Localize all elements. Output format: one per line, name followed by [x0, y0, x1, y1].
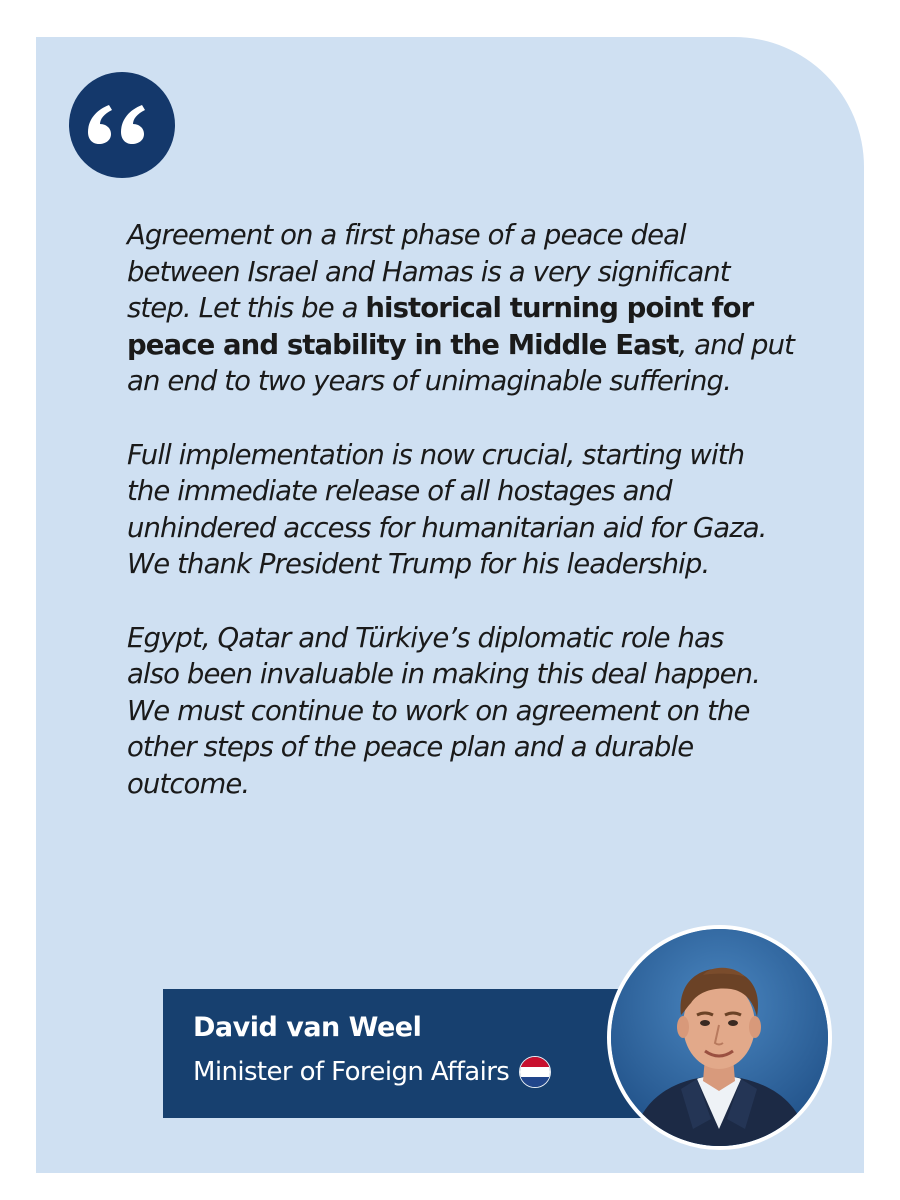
quote-paragraph-2	[127, 437, 827, 583]
speaker-role-row	[193, 1056, 551, 1088]
quote-line: also been invaluable in making this deal happen.	[127, 658, 760, 691]
quote-badge	[69, 72, 175, 178]
quote-line: other steps of the peace plan and a durable	[127, 731, 694, 764]
quote-text-segment: step. Let this be a	[127, 292, 366, 325]
speaker-name: David van Weel	[193, 1012, 422, 1043]
quote-line: between Israel and Hamas is a very significant	[127, 255, 730, 288]
quote-line	[127, 290, 827, 327]
quote-line: Agreement on a first phase of a peace deal	[127, 219, 686, 251]
speaker-name-box	[163, 989, 643, 1118]
quote-text	[127, 217, 827, 803]
portrait-photo	[607, 925, 832, 1150]
quote-text-segment: , and put	[678, 328, 795, 361]
quote-icon	[69, 72, 175, 178]
quote-line: unhindered access for humanitarian aid for Gaza.	[127, 511, 767, 544]
quote-line: We must continue to work on agreement on the	[127, 694, 750, 727]
quote-bold-segment: historical turning point for	[365, 292, 754, 325]
netherlands-flag-icon	[519, 1056, 551, 1088]
quote-line: We thank President Trump for his leadership.	[127, 548, 710, 581]
speaker-role: Minister of Foreign Affairs	[193, 1057, 510, 1087]
quote-line	[127, 327, 827, 364]
quote-paragraph-3	[127, 620, 827, 803]
quote-line: Full implementation is now crucial, starting with	[127, 438, 745, 471]
quote-paragraph-1	[127, 217, 827, 400]
quote-line: the immediate release of all hostages and	[127, 475, 672, 508]
quote-line: an end to two years of unimaginable suffering.	[127, 365, 731, 398]
quote-line: outcome.	[127, 767, 250, 800]
quote-bold-segment: peace and stability in the Middle East	[127, 328, 679, 361]
quote-line: Egypt, Qatar and Türkiye’s diplomatic role has	[127, 621, 724, 654]
portrait-illustration	[611, 929, 828, 1146]
